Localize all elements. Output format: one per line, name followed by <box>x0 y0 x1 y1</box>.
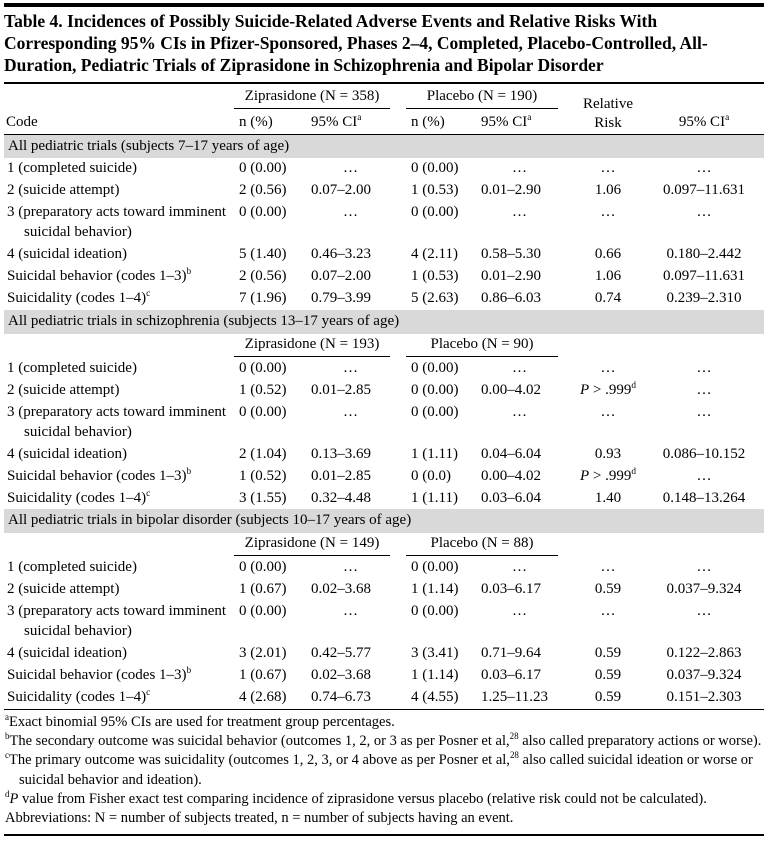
ziprasidone-n-cell: 2 (1.04) <box>239 445 287 462</box>
table-row <box>4 402 764 444</box>
section-header-row <box>4 134 764 158</box>
ziprasidone-ci-cell: 0.01–2.85 <box>311 381 371 398</box>
group-subheader-row <box>4 533 764 557</box>
placebo-n-cell: 1 (0.53) <box>411 182 459 199</box>
relative-risk-ci-cell: … <box>696 160 712 177</box>
relative-risk-cell: 0.93 <box>594 445 622 462</box>
placebo-ci-cell: 0.01–2.90 <box>481 268 541 285</box>
ziprasidone-n-cell: 7 (1.96) <box>239 290 287 307</box>
code-cell: Suicidal behavior (codes 1–3)$^b$ <box>7 466 192 484</box>
abbreviations-note: Abbreviations: N = number of subjects treated, n = number of subjects having an event. <box>5 810 514 827</box>
placebo-ci-cell: 0.71–9.64 <box>481 645 541 662</box>
group-label-ziprasidone-cell <box>232 334 404 358</box>
table-row <box>4 444 764 466</box>
relative-risk-ci-cell: 0.180–2.442 <box>666 246 742 263</box>
ziprasidone-ci-cell: 0.13–3.69 <box>311 445 371 462</box>
footnote-b: $^b$The secondary outcome was suicidal behavior (outcomes 1, 2, or 3 as per Posner et al,$^{28}$ also called preparatory actions or worse). <box>5 731 762 750</box>
table-row <box>4 466 764 488</box>
table-row <box>4 380 764 402</box>
relative-risk-line2: Risk <box>594 114 622 131</box>
table-row <box>4 288 764 310</box>
relative-risk-ci-cell: 0.148–13.264 <box>662 489 746 506</box>
relative-risk-cell: … <box>600 403 616 420</box>
relative-risk-ci-cell: … <box>696 359 712 376</box>
header-spacer <box>4 84 232 110</box>
ziprasidone-ci-cell: 0.32–4.48 <box>311 489 371 506</box>
code-cell: 4 (suicidal ideation) <box>7 645 127 662</box>
placebo-n-cell: 3 (3.41) <box>411 645 459 662</box>
relative-risk-ci-cell: 0.037–9.324 <box>666 581 742 598</box>
relative-risk-ci-cell: 0.086–10.152 <box>662 445 746 462</box>
table-title: Table 4. Incidences of Possibly Suicide-Related Adverse Events and Relative Risks With Corresponding 95% CIs in Pfizer-Sponsored, Phases 2–4, Completed, Placebo-Controlled, All-Duration, Pediatric Trials of Ziprasidone in Schizophrenia and Bipolar Disorder <box>4 11 708 76</box>
header-spacer <box>4 533 232 557</box>
table-row <box>4 266 764 288</box>
table-row <box>4 579 764 601</box>
placebo-n-cell: 1 (0.53) <box>411 268 459 285</box>
code-cell: Suicidal behavior (codes 1–3)$^b$ <box>7 666 192 684</box>
ziprasidone-ci-cell: … <box>343 204 358 221</box>
code-cell: 1 (completed suicide) <box>7 160 137 177</box>
placebo-group-header <box>404 84 572 110</box>
relative-risk-cell: 0.74 <box>594 290 622 307</box>
footnote-a: $^a$Exact binomial 95% CIs are used for treatment group percentages. <box>5 712 395 730</box>
placebo-n-cell: 0 (0.00) <box>411 559 459 576</box>
code-cell: Suicidal behavior (codes 1–3)$^b$ <box>7 267 192 285</box>
ziprasidone-ci-header: 95% $CI^a$ <box>306 110 404 134</box>
placebo-ci-cell: 0.00–4.02 <box>481 467 541 484</box>
code-header: Code <box>4 110 232 134</box>
code-cell: 1 (completed suicide) <box>7 559 137 576</box>
ziprasidone-n-header: n (%) <box>232 110 306 134</box>
relative-risk-cell: 1.40 <box>594 489 622 506</box>
relative-risk-ci-cell: … <box>696 204 712 221</box>
table-row <box>4 244 764 266</box>
ziprasidone-n-cell: 1 (0.52) <box>239 467 287 484</box>
code-cell: 3 (preparatory acts toward imminent suicidal behavior) <box>7 204 227 241</box>
placebo-ci-cell: 0.86–6.03 <box>481 290 541 307</box>
table-row <box>4 687 764 709</box>
relative-risk-cell: … <box>600 603 616 620</box>
ziprasidone-n-cell: 3 (2.01) <box>239 645 287 662</box>
ziprasidone-ci-cell: … <box>343 603 358 620</box>
group-label-placebo-cell <box>404 533 572 557</box>
relative-risk-cell: 0.59 <box>594 667 622 684</box>
header-spacer <box>644 533 764 557</box>
relative-risk-cell: 0.59 <box>594 645 622 662</box>
footnotes <box>4 710 764 833</box>
code-cell: 3 (preparatory acts toward imminent suicidal behavior) <box>7 403 227 440</box>
placebo-ci-cell: 0.01–2.90 <box>481 182 541 199</box>
relative-risk-ci-cell: … <box>696 603 712 620</box>
data-table <box>4 84 764 709</box>
ziprasidone-ci-cell: 0.42–5.77 <box>311 645 371 662</box>
relative-risk-cell: 1.06 <box>594 182 622 199</box>
placebo-n-cell: 0 (0.00) <box>411 603 459 620</box>
placebo-n-cell: 1 (1.11) <box>411 445 458 462</box>
header-spacer <box>644 84 764 110</box>
section-label: All pediatric trials in bipolar disorder (subjects 10–17 years of age) <box>4 509 764 533</box>
ziprasidone-n-cell: 0 (0.00) <box>239 359 287 376</box>
table-row <box>4 557 764 579</box>
relative-risk-cell: P > .999$^d$ <box>579 466 637 484</box>
relative-risk-ci-cell: 0.239–2.310 <box>666 290 742 307</box>
placebo-ci-header: 95% $CI^a$ <box>476 110 572 134</box>
header-spacer <box>572 334 644 358</box>
group-label-placebo-cell <box>404 334 572 358</box>
header-spacer <box>644 334 764 358</box>
placebo-n-cell: 0 (0.00) <box>411 160 459 177</box>
code-cell: Suicidality (codes 1–4)$^c$ <box>7 687 151 705</box>
table-body <box>4 134 764 709</box>
code-cell: 3 (preparatory acts toward imminent suicidal behavior) <box>7 603 227 640</box>
ziprasidone-ci-cell: 0.02–3.68 <box>311 667 371 684</box>
table-row <box>4 601 764 643</box>
placebo-ci-cell: 0.04–6.04 <box>481 445 541 462</box>
ziprasidone-n-cell: 0 (0.00) <box>239 603 287 620</box>
placebo-n-cell: 0 (0.00) <box>411 204 459 221</box>
ziprasidone-n-cell: 4 (2.68) <box>239 688 287 705</box>
ziprasidone-n-cell: 2 (0.56) <box>239 268 287 285</box>
section-label: All pediatric trials in schizophrenia (subjects 13–17 years of age) <box>4 310 764 334</box>
ziprasidone-ci-cell: 0.79–3.99 <box>311 290 371 307</box>
group-label-ziprasidone: Ziprasidone (N = 358) <box>234 87 390 109</box>
placebo-n-cell: 5 (2.63) <box>411 290 459 307</box>
ziprasidone-ci-cell: 0.07–2.00 <box>311 182 371 199</box>
ziprasidone-ci-cell: 0.07–2.00 <box>311 268 371 285</box>
placebo-n-cell: 1 (1.14) <box>411 581 459 598</box>
placebo-ci-cell: … <box>512 204 527 221</box>
relative-risk-ci-header: 95% $CI^a$ <box>644 110 764 134</box>
ziprasidone-n-cell: 0 (0.00) <box>239 559 287 576</box>
relative-risk-ci-cell: … <box>696 381 712 398</box>
placebo-ci-cell: … <box>512 160 527 177</box>
placebo-ci-cell: … <box>512 403 527 420</box>
ziprasidone-ci-cell: 0.01–2.85 <box>311 467 371 484</box>
section-header-row <box>4 310 764 334</box>
ziprasidone-ci-cell: 0.74–6.73 <box>311 688 371 705</box>
group-subheader-row <box>4 334 764 358</box>
column-header-row <box>4 110 764 134</box>
placebo-ci-cell: 1.25–11.23 <box>481 688 548 705</box>
relative-risk-cell: 1.06 <box>594 268 622 285</box>
ziprasidone-n-cell: 0 (0.00) <box>239 204 287 221</box>
table-row <box>4 158 764 180</box>
code-cell: 1 (completed suicide) <box>7 359 137 376</box>
relative-risk-header <box>572 84 644 134</box>
relative-risk-ci-cell: 0.151–2.303 <box>666 688 742 705</box>
relative-risk-cell: 0.66 <box>594 246 622 263</box>
relative-risk-ci-cell: … <box>696 467 712 484</box>
ziprasidone-n-cell: 1 (0.67) <box>239 581 287 598</box>
section-label: All pediatric trials (subjects 7–17 years of age) <box>4 134 764 158</box>
placebo-n-header: n (%) <box>404 110 476 134</box>
code-cell: 4 (suicidal ideation) <box>7 445 127 462</box>
group-label-ziprasidone-cell <box>232 533 404 557</box>
ziprasidone-n-cell: 5 (1.40) <box>239 246 287 263</box>
placebo-n-cell: 0 (0.0) <box>411 467 451 484</box>
relative-risk-cell: 0.59 <box>594 581 622 598</box>
relative-risk-cell: P > .999$^d$ <box>579 380 637 398</box>
ziprasidone-ci-cell: … <box>343 160 358 177</box>
group-label-ziprasidone: Ziprasidone (N = 149) <box>234 534 390 556</box>
ziprasidone-n-cell: 3 (1.55) <box>239 489 287 506</box>
placebo-n-cell: 0 (0.00) <box>411 381 459 398</box>
group-header-row <box>4 84 764 110</box>
group-label-placebo: Placebo (N = 88) <box>406 534 558 556</box>
footnote-c: $^c$The primary outcome was suicidality (outcomes 1, 2, 3, or 4 above as per Posner et al,$^{28}$ also called suicidal ideation or worse or suicidal behavior and ideation). <box>5 750 753 788</box>
relative-risk-cell: … <box>600 559 616 576</box>
relative-risk-ci-cell: 0.037–9.324 <box>666 667 742 684</box>
code-cell: 2 (suicide attempt) <box>7 581 120 598</box>
ziprasidone-ci-cell: … <box>343 359 358 376</box>
header-spacer <box>572 533 644 557</box>
ziprasidone-ci-cell: 0.46–3.23 <box>311 246 371 263</box>
header-spacer <box>4 334 232 358</box>
placebo-ci-cell: … <box>512 359 527 376</box>
table-header <box>4 84 764 134</box>
table-row <box>4 643 764 665</box>
section-header-row <box>4 509 764 533</box>
table-row <box>4 488 764 510</box>
table-row <box>4 665 764 687</box>
bottom-rule <box>4 834 764 836</box>
relative-risk-ci-cell: … <box>696 559 712 576</box>
ziprasidone-n-cell: 1 (0.52) <box>239 381 287 398</box>
placebo-n-cell: 1 (1.14) <box>411 667 459 684</box>
group-label-ziprasidone: Ziprasidone (N = 193) <box>234 335 390 357</box>
relative-risk-cell: … <box>600 160 616 177</box>
ziprasidone-group-header <box>232 84 404 110</box>
placebo-n-cell: 0 (0.00) <box>411 403 459 420</box>
placebo-ci-cell: … <box>512 559 527 576</box>
relative-risk-ci-cell: 0.122–2.863 <box>666 645 742 662</box>
relative-risk-cell: … <box>600 359 616 376</box>
placebo-n-cell: 4 (4.55) <box>411 688 459 705</box>
relative-risk-cell: 0.59 <box>594 688 622 705</box>
placebo-ci-cell: 0.58–5.30 <box>481 246 541 263</box>
placebo-ci-cell: 0.03–6.04 <box>481 489 541 506</box>
ziprasidone-ci-cell: 0.02–3.68 <box>311 581 371 598</box>
placebo-n-cell: 1 (1.11) <box>411 489 458 506</box>
relative-risk-ci-cell: 0.097–11.631 <box>663 268 745 285</box>
relative-risk-line1: Relative <box>583 96 633 113</box>
table-row <box>4 202 764 244</box>
ziprasidone-ci-cell: … <box>343 403 358 420</box>
ziprasidone-n-cell: 0 (0.00) <box>239 160 287 177</box>
code-cell: Suicidality (codes 1–4)$^c$ <box>7 488 151 506</box>
ziprasidone-ci-cell: … <box>343 559 358 576</box>
group-label-placebo: Placebo (N = 190) <box>406 87 558 109</box>
ziprasidone-n-cell: 1 (0.67) <box>239 667 287 684</box>
code-cell: Suicidality (codes 1–4)$^c$ <box>7 289 151 307</box>
placebo-ci-cell: … <box>512 603 527 620</box>
placebo-ci-cell: 0.00–4.02 <box>481 381 541 398</box>
table-row <box>4 180 764 202</box>
relative-risk-cell: … <box>600 204 616 221</box>
ziprasidone-n-cell: 0 (0.00) <box>239 403 287 420</box>
placebo-ci-cell: 0.03–6.17 <box>481 581 541 598</box>
relative-risk-ci-cell: … <box>696 403 712 420</box>
code-cell: 2 (suicide attempt) <box>7 182 120 199</box>
code-cell: 4 (suicidal ideation) <box>7 246 127 263</box>
ziprasidone-n-cell: 2 (0.56) <box>239 182 287 199</box>
placebo-ci-cell: 0.03–6.17 <box>481 667 541 684</box>
code-cell: 2 (suicide attempt) <box>7 381 120 398</box>
placebo-n-cell: 0 (0.00) <box>411 359 459 376</box>
footnote-d: $^d$P value from Fisher exact test comparing incidence of ziprasidone versus placebo (relative risk could not be calculated). <box>5 789 707 808</box>
group-label-placebo: Placebo (N = 90) <box>406 335 558 357</box>
relative-risk-ci-cell: 0.097–11.631 <box>663 182 745 199</box>
table-row <box>4 358 764 380</box>
placebo-n-cell: 4 (2.11) <box>411 246 458 263</box>
